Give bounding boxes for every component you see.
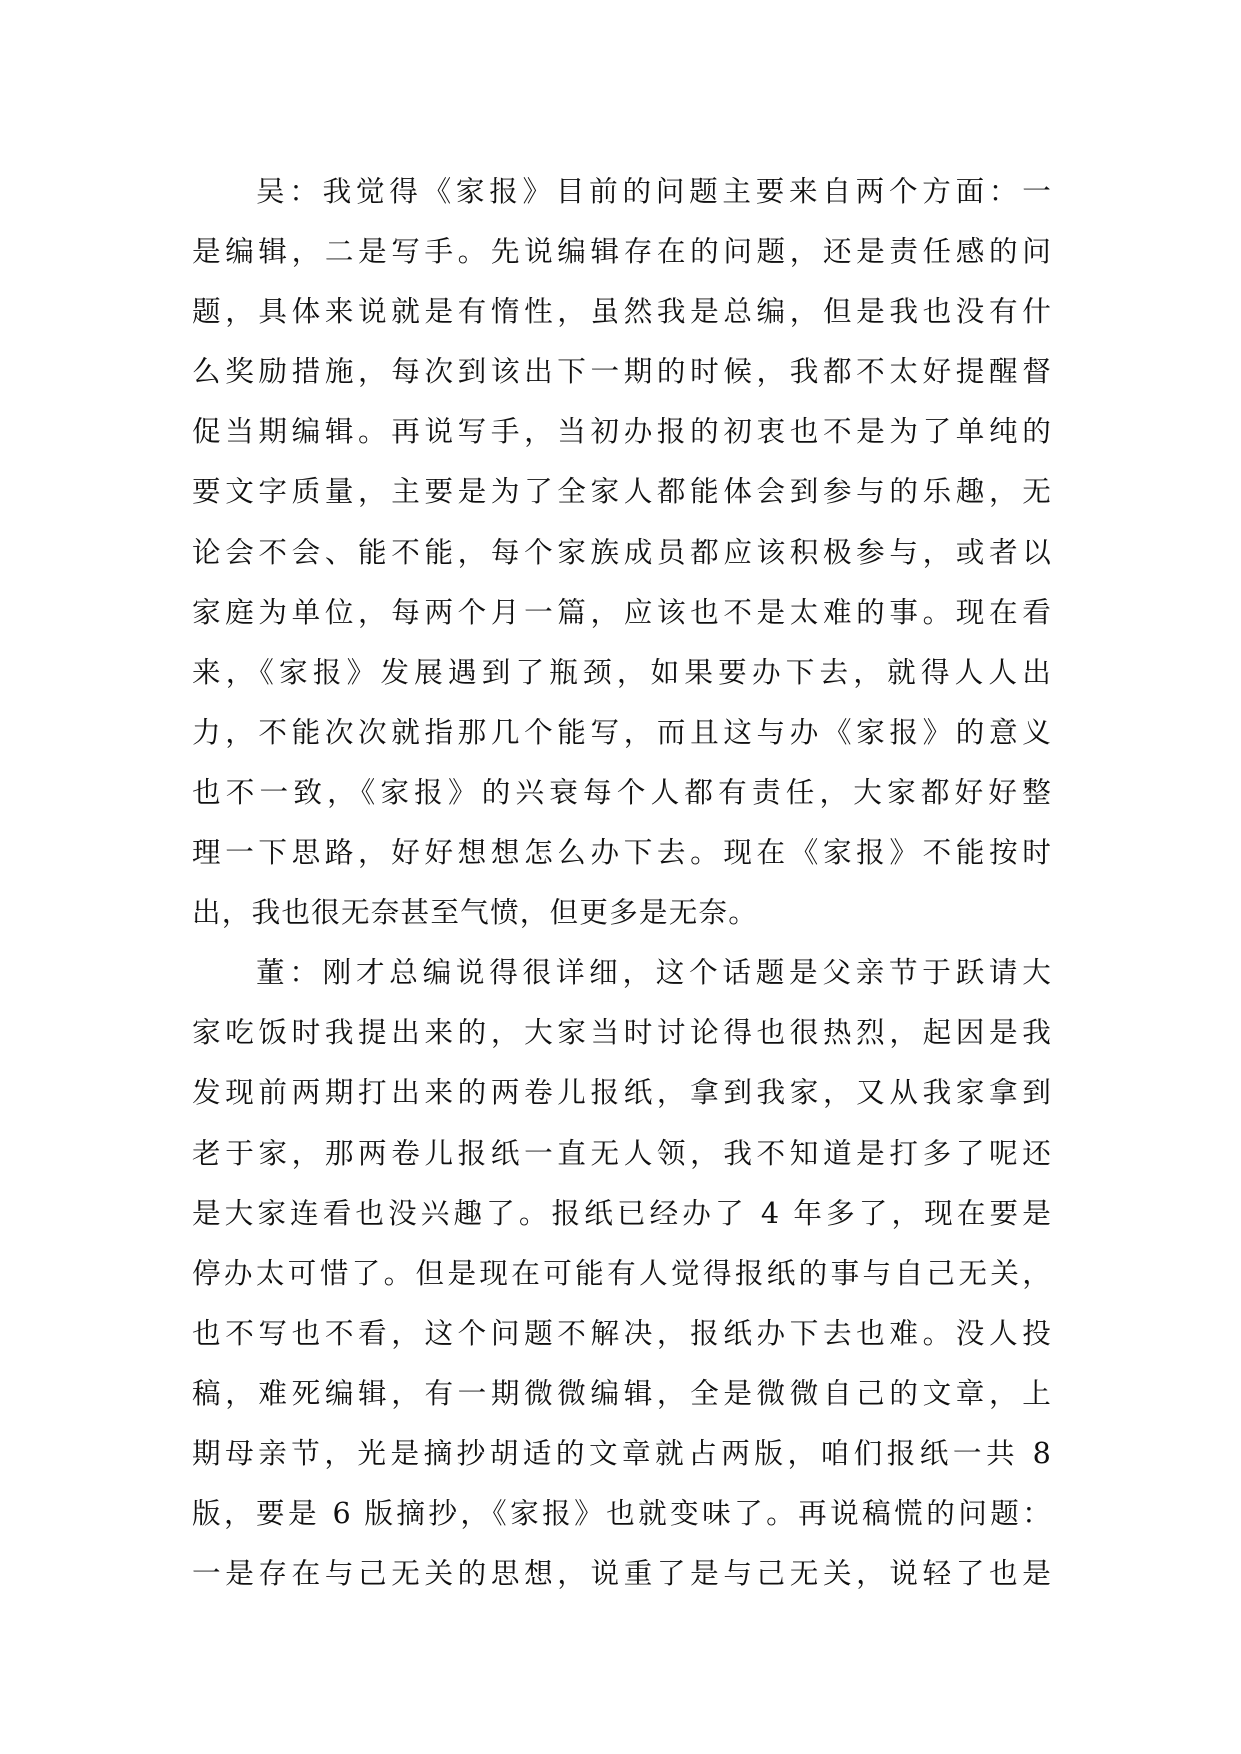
text-line: 董：刚才总编说得很详细，这个话题是父亲节于跃请大 <box>256 955 1052 990</box>
text-line: 期母亲节，光是摘抄胡适的文章就占两版，咱们报纸一共 8 <box>192 1435 1052 1470</box>
text-line: 力，不能次次就指那几个能写，而且这与办《家报》的意义 <box>192 714 1052 749</box>
text-line: 版，要是 6 版摘抄，《家报》也就变味了。再说稿慌的问题： <box>192 1496 1052 1531</box>
text-line: 稿，难死编辑，有一期微微编辑，全是微微自己的文章，上 <box>192 1375 1052 1410</box>
text-line: 理一下思路，好好想想怎么办下去。现在《家报》不能按时 <box>192 835 1052 870</box>
text-line: 一是存在与己无关的思想，说重了是与己无关，说轻了也是 <box>192 1556 1052 1591</box>
text-line: 题，具体来说就是有惰性，虽然我是总编，但是我也没有什 <box>192 294 1052 329</box>
text-line: 也不写也不看，这个问题不解决，报纸办下去也难。没人投 <box>192 1315 1052 1350</box>
text-line: 是编辑，二是写手。先说编辑存在的问题，还是责任感的问 <box>192 234 1052 269</box>
text-line: 家庭为单位，每两个月一篇，应该也不是太难的事。现在看 <box>192 594 1052 629</box>
text-line: 来，《家报》发展遇到了瓶颈，如果要办下去，就得人人出 <box>192 654 1052 689</box>
text-line: 促当期编辑。再说写手，当初办报的初衷也不是为了单纯的 <box>192 414 1052 449</box>
text-line: 么奖励措施，每次到该出下一期的时候，我都不太好提醒督 <box>192 354 1052 389</box>
text-line: 吴：我觉得《家报》目前的问题主要来自两个方面：一 <box>256 174 1052 208</box>
paragraph-wu <box>192 161 1052 942</box>
text-line: 论会不会、能不能，每个家族成员都应该积极参与，或者以 <box>192 534 1052 569</box>
text-line: 发现前两期打出来的两卷儿报纸，拿到我家，又从我家拿到 <box>192 1075 1052 1110</box>
text-line: 出，我也很无奈甚至气愤，但更多是无奈。 <box>192 895 759 930</box>
text-line: 停办太可惜了。但是现在可能有人觉得报纸的事与自己无关， <box>192 1255 1052 1290</box>
text-line: 是大家连看也没兴趣了。报纸已经办了 4 年多了，现在要是 <box>192 1195 1052 1230</box>
paragraph-dong <box>192 942 1052 1603</box>
text-line: 家吃饭时我提出来的，大家当时讨论得也很热烈，起因是我 <box>192 1015 1052 1050</box>
text-line: 老于家，那两卷儿报纸一直无人领，我不知道是打多了呢还 <box>192 1135 1052 1170</box>
text-line: 要文字质量，主要是为了全家人都能体会到参与的乐趣，无 <box>192 474 1052 509</box>
text-line: 也不一致，《家报》的兴衰每个人都有责任，大家都好好整 <box>192 774 1052 809</box>
document-body <box>192 161 1052 1603</box>
